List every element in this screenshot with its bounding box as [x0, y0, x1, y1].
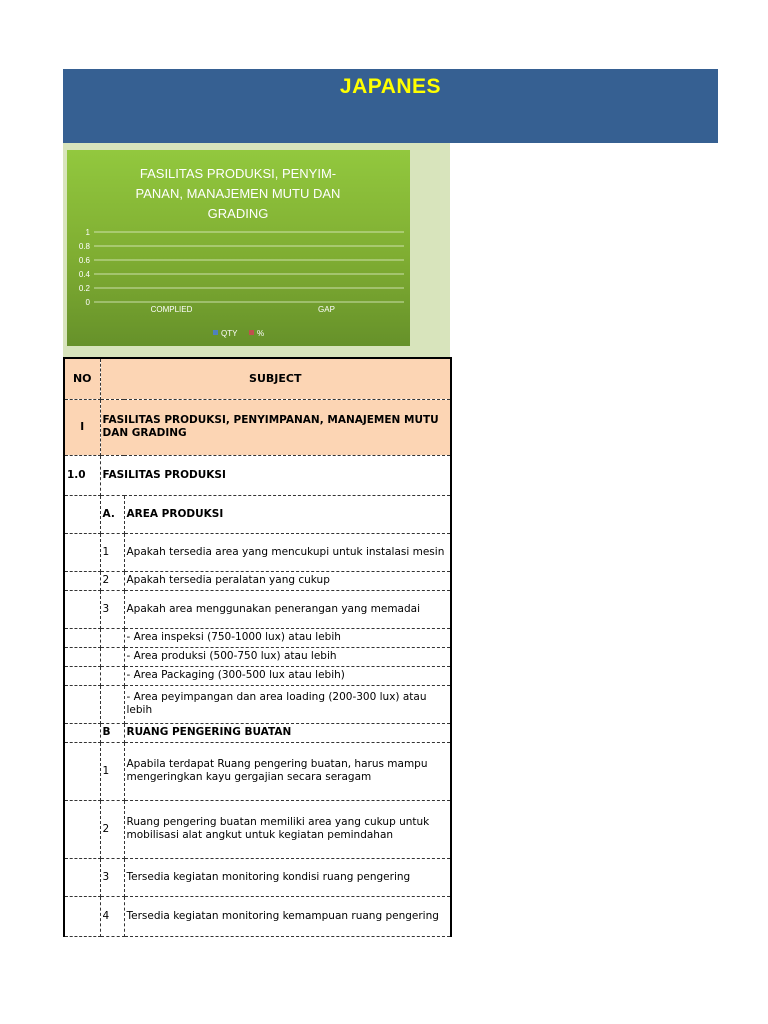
row-text: Tersedia kegiatan monitoring kondisi ruang pengering	[124, 858, 451, 896]
row-text: Apakah tersedia peralatan yang cukup	[124, 571, 451, 590]
row-subno: 3	[100, 858, 124, 896]
banner-title: JAPANES	[339, 75, 442, 98]
table-header-row	[64, 358, 451, 399]
legend-swatch	[213, 330, 218, 335]
row-subno	[100, 685, 124, 723]
section-no: I	[64, 399, 100, 455]
legend-label: %	[257, 329, 265, 338]
header-no: NO	[64, 358, 100, 399]
row-subno: B	[100, 723, 124, 742]
row-no	[64, 647, 100, 666]
table-row	[64, 858, 451, 896]
y-tick-label: 0.6	[78, 256, 90, 265]
row-no	[64, 723, 100, 742]
row-no	[64, 628, 100, 647]
chart-panel	[67, 150, 410, 346]
row-no	[64, 571, 100, 590]
row-no	[64, 858, 100, 896]
report-banner	[63, 69, 718, 143]
row-no	[64, 495, 100, 533]
row-subno: 3	[100, 590, 124, 628]
table-row	[64, 685, 451, 723]
checklist-table	[63, 357, 452, 937]
row-subno: 2	[100, 800, 124, 858]
row-no	[64, 533, 100, 571]
row-text: - Area peyimpangan dan area loading (200-300 lux) atau lebih	[124, 685, 451, 723]
row-subno: 1	[100, 742, 124, 800]
section-row	[64, 399, 451, 455]
table-row	[64, 647, 451, 666]
row-text: Apakah area menggunakan penerangan yang memadai	[124, 590, 451, 628]
row-text: - Area produksi (500-750 lux) atau lebih	[124, 647, 451, 666]
row-text: RUANG PENGERING BUATAN	[124, 723, 451, 742]
chart-title-line: FASILITAS PRODUKSI, PENYIM-	[139, 166, 337, 181]
row-subno	[100, 647, 124, 666]
x-tick-label: GAP	[318, 305, 335, 314]
legend-label: QTY	[221, 329, 238, 338]
row-subno	[100, 628, 124, 647]
table-row	[64, 571, 451, 590]
row-no: 1.0	[64, 455, 100, 495]
table-row	[64, 800, 451, 858]
y-tick-label: 0	[85, 298, 90, 307]
row-text: - Area inspeksi (750-1000 lux) atau lebih	[124, 628, 451, 647]
row-no	[64, 896, 100, 936]
row-subno: 4	[100, 896, 124, 936]
section-title: FASILITAS PRODUKSI, PENYIMPANAN, MANAJEMEN MUTU DAN GRADING	[100, 399, 451, 455]
chart-svg	[67, 150, 410, 346]
table-row	[64, 666, 451, 685]
row-text: Ruang pengering buatan memiliki area yang cukup untuk mobilisasi alat angkut untuk kegiatan pemindahan	[124, 800, 451, 858]
row-text: - Area Packaging (300-500 lux atau lebih)	[124, 666, 451, 685]
row-no	[64, 742, 100, 800]
row-no	[64, 666, 100, 685]
row-no	[64, 685, 100, 723]
chart-title-line: GRADING	[207, 206, 269, 221]
table-row	[64, 495, 451, 533]
row-subno	[100, 666, 124, 685]
row-text: AREA PRODUKSI	[124, 495, 451, 533]
row-subno: 1	[100, 533, 124, 571]
row-text: Tersedia kegiatan monitoring kemampuan ruang pengering	[124, 896, 451, 936]
y-tick-label: 0.4	[78, 270, 90, 279]
table-row	[64, 723, 451, 742]
table-row	[64, 590, 451, 628]
chart-area	[63, 143, 450, 357]
legend-swatch	[249, 330, 254, 335]
table-row	[64, 742, 451, 800]
row-text: FASILITAS PRODUKSI	[100, 455, 451, 495]
row-no	[64, 800, 100, 858]
x-tick-label: COMPLIED	[150, 305, 193, 314]
row-text: Apabila terdapat Ruang pengering buatan, harus mampu mengeringkan kayu gergajian secara seragam	[124, 742, 451, 800]
chart-title-line: PANAN, MANAJEMEN MUTU DAN	[135, 186, 341, 201]
y-tick-label: 0.2	[78, 284, 90, 293]
header-subject: SUBJECT	[100, 358, 451, 399]
table-row	[64, 533, 451, 571]
row-subno: A.	[100, 495, 124, 533]
row-no	[64, 590, 100, 628]
y-tick-label: 0.8	[78, 242, 90, 251]
row-subno: 2	[100, 571, 124, 590]
table-row	[64, 455, 451, 495]
table-row	[64, 628, 451, 647]
row-text: Apakah tersedia area yang mencukupi untuk instalasi mesin	[124, 533, 451, 571]
table-row	[64, 896, 451, 936]
y-tick-label: 1	[85, 228, 90, 237]
